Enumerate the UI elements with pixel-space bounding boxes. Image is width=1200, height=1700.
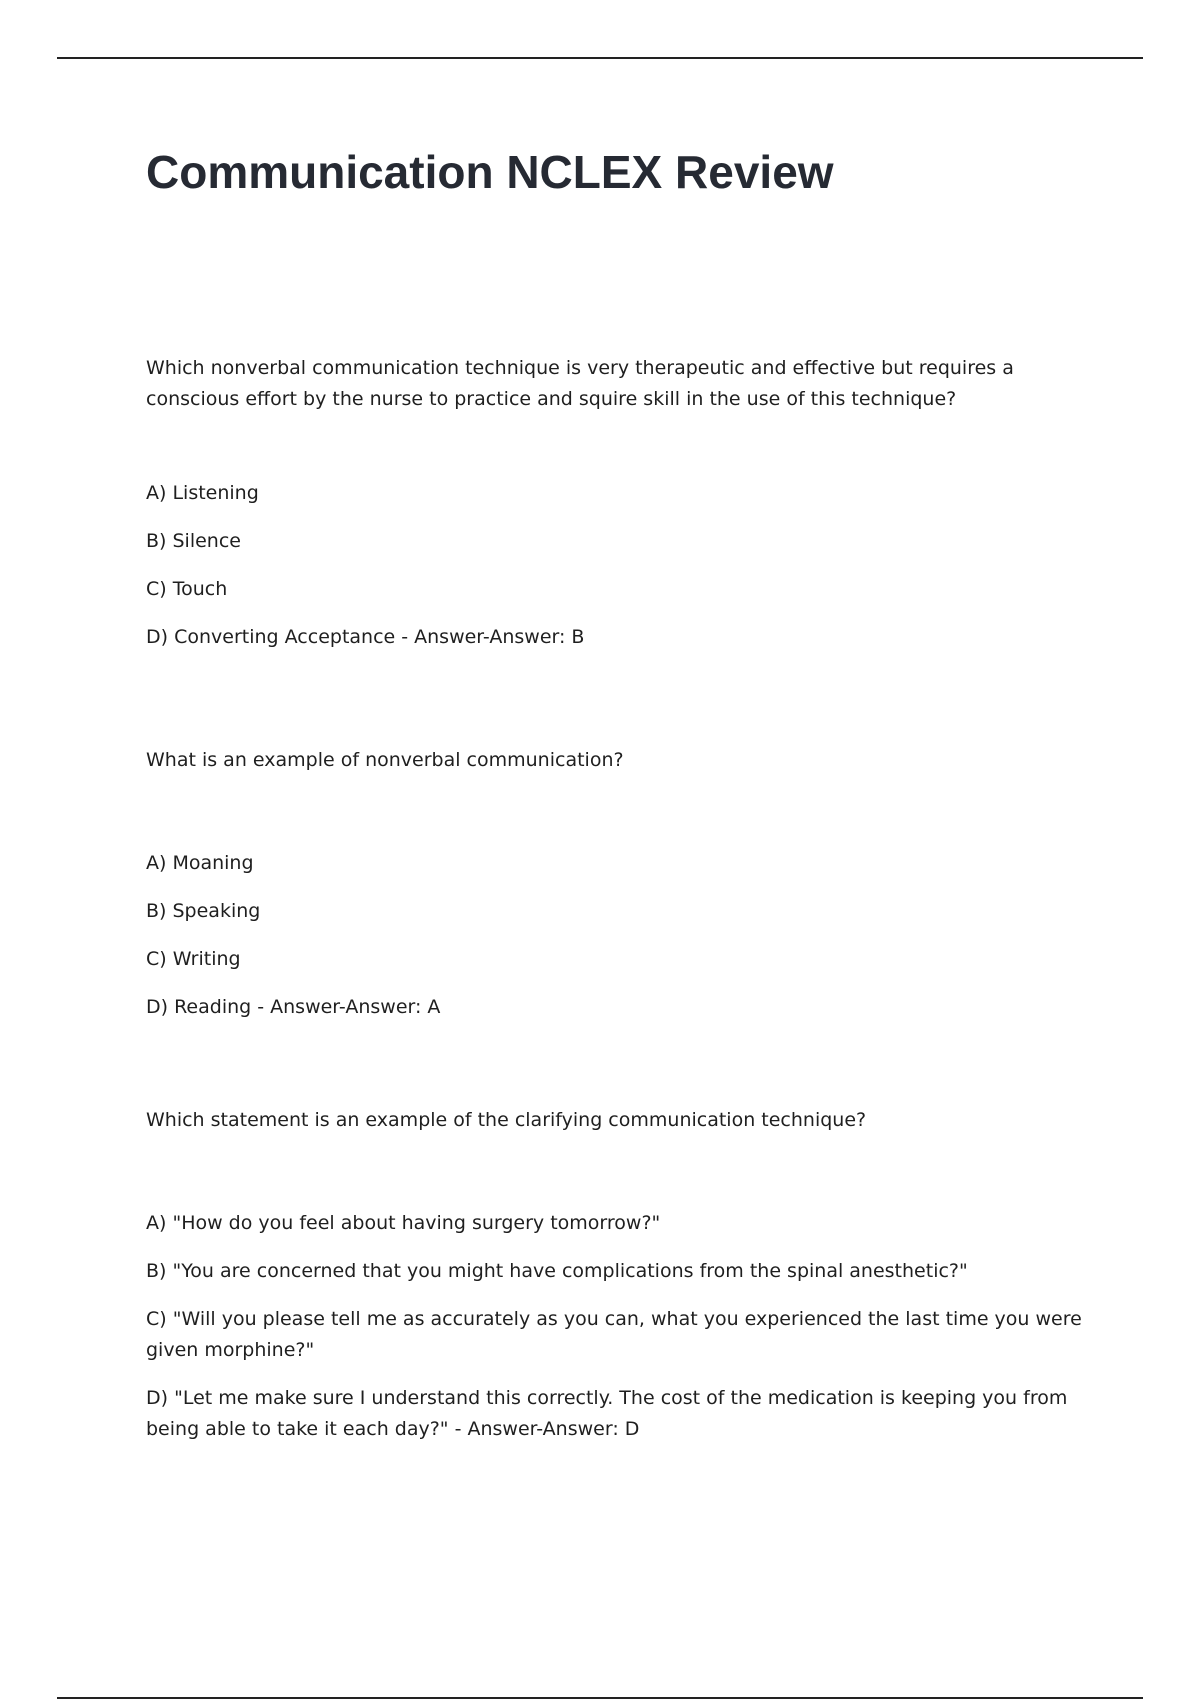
- header-rule: [57, 57, 1143, 59]
- footer-rule: [57, 1697, 1143, 1699]
- option-a: A) Listening: [146, 482, 259, 504]
- question-text: Which nonverbal communication technique is very therapeutic and effective but requires a conscious effort by the nurse to practice and squire skill in the use of this technique?: [146, 357, 1014, 410]
- question-block-1: [146, 353, 1086, 653]
- option-d-answer: D) "Let me make sure I understand this correctly. The cost of the medication is keeping you from being able to take it each day?" - Answer-Answer: D: [146, 1387, 1068, 1440]
- option-list: [146, 1208, 1086, 1445]
- option-c: C) "Will you please tell me as accurately as you can, what you experienced the last time you were given morphine?": [146, 1308, 1082, 1361]
- option-d-answer: D) Converting Acceptance - Answer-Answer: B: [146, 626, 585, 648]
- question-text: What is an example of nonverbal communication?: [146, 749, 624, 771]
- option-b: B) Speaking: [146, 900, 261, 922]
- question-text: Which statement is an example of the clarifying communication technique?: [146, 1109, 867, 1131]
- document-title: Communication NCLEX Review: [146, 146, 834, 198]
- option-c: C) Touch: [146, 578, 228, 600]
- option-c: C) Writing: [146, 948, 241, 970]
- question-block-3: [146, 1105, 1086, 1445]
- option-d-answer: D) Reading - Answer-Answer: A: [146, 996, 441, 1018]
- option-a: A) "How do you feel about having surgery tomorrow?": [146, 1212, 661, 1234]
- option-b: B) "You are concerned that you might have complications from the spinal anesthetic?": [146, 1260, 968, 1282]
- option-list: [146, 848, 1086, 1023]
- option-list: [146, 478, 1086, 653]
- option-b: B) Silence: [146, 530, 241, 552]
- option-a: A) Moaning: [146, 852, 254, 874]
- question-block-2: [146, 745, 1086, 1023]
